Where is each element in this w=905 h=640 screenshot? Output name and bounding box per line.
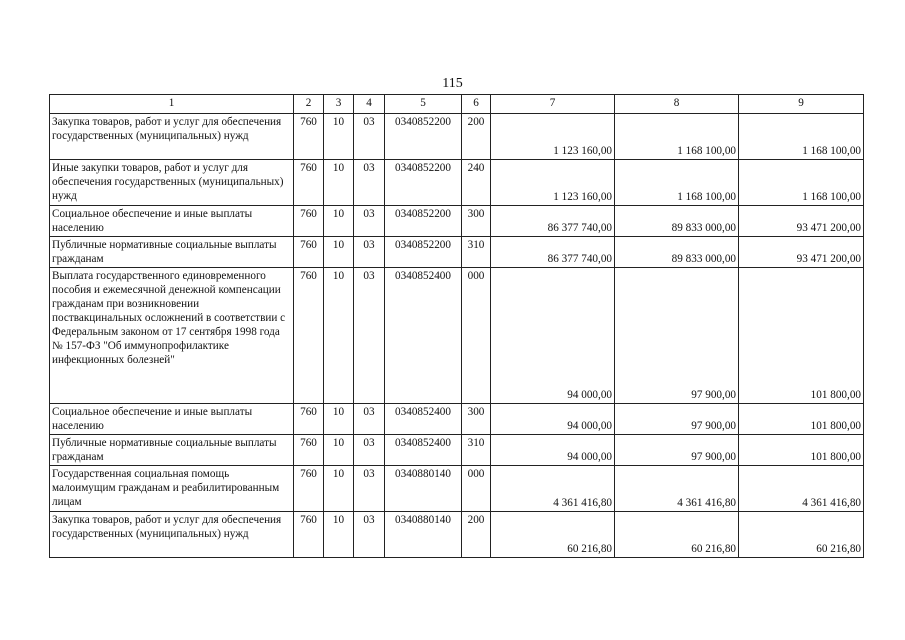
header-cell: 7 <box>491 95 615 114</box>
table-row <box>50 160 864 206</box>
header-cell: 8 <box>615 95 739 114</box>
code-cell: 300 <box>462 206 491 237</box>
code-cell: 760 <box>294 237 324 268</box>
code-cell: 10 <box>324 404 354 435</box>
header-cell: 2 <box>294 95 324 114</box>
amount-cell: 97 900,00 <box>615 404 739 435</box>
code-cell: 200 <box>462 512 491 558</box>
code-cell: 10 <box>324 466 354 512</box>
code-cell: 760 <box>294 466 324 512</box>
amount-cell: 1 123 160,00 <box>491 114 615 160</box>
code-cell: 0340852200 <box>385 237 462 268</box>
header-cell: 9 <box>739 95 864 114</box>
code-cell: 760 <box>294 512 324 558</box>
code-cell: 10 <box>324 268 354 404</box>
header-cell: 1 <box>50 95 294 114</box>
amount-cell: 1 123 160,00 <box>491 160 615 206</box>
code-cell: 03 <box>354 512 385 558</box>
code-cell: 10 <box>324 435 354 466</box>
amount-cell: 1 168 100,00 <box>739 160 864 206</box>
amount-cell: 97 900,00 <box>615 268 739 404</box>
amount-cell: 93 471 200,00 <box>739 237 864 268</box>
code-cell: 03 <box>354 237 385 268</box>
code-cell: 760 <box>294 268 324 404</box>
row-name: Публичные нормативные социальные выплаты гражданам <box>50 237 294 268</box>
code-cell: 03 <box>354 160 385 206</box>
code-cell: 0340880140 <box>385 466 462 512</box>
row-name: Иные закупки товаров, работ и услуг для обеспечения государственных (муниципальных) нужд <box>50 160 294 206</box>
code-cell: 10 <box>324 160 354 206</box>
budget-table <box>49 94 864 558</box>
code-cell: 0340852400 <box>385 268 462 404</box>
code-cell: 0340852200 <box>385 206 462 237</box>
table-row <box>50 206 864 237</box>
code-cell: 310 <box>462 435 491 466</box>
code-cell: 0340852200 <box>385 160 462 206</box>
table-row <box>50 404 864 435</box>
amount-cell: 4 361 416,80 <box>491 466 615 512</box>
amount-cell: 60 216,80 <box>739 512 864 558</box>
amount-cell: 93 471 200,00 <box>739 206 864 237</box>
code-cell: 0340852200 <box>385 114 462 160</box>
amount-cell: 4 361 416,80 <box>615 466 739 512</box>
row-name: Публичные нормативные социальные выплаты гражданам <box>50 435 294 466</box>
amount-cell: 94 000,00 <box>491 404 615 435</box>
amount-cell: 60 216,80 <box>615 512 739 558</box>
amount-cell: 89 833 000,00 <box>615 206 739 237</box>
amount-cell: 4 361 416,80 <box>739 466 864 512</box>
code-cell: 03 <box>354 435 385 466</box>
amount-cell: 97 900,00 <box>615 435 739 466</box>
amount-cell: 101 800,00 <box>739 268 864 404</box>
code-cell: 03 <box>354 268 385 404</box>
amount-cell: 86 377 740,00 <box>491 237 615 268</box>
amount-cell: 60 216,80 <box>491 512 615 558</box>
row-name: Социальное обеспечение и иные выплаты населению <box>50 206 294 237</box>
code-cell: 760 <box>294 206 324 237</box>
row-name: Государственная социальная помощь малоимущим гражданам и реабилитированным лицам <box>50 466 294 512</box>
code-cell: 240 <box>462 160 491 206</box>
row-name: Социальное обеспечение и иные выплаты населению <box>50 404 294 435</box>
amount-cell: 101 800,00 <box>739 435 864 466</box>
code-cell: 200 <box>462 114 491 160</box>
amount-cell: 94 000,00 <box>491 435 615 466</box>
amount-cell: 94 000,00 <box>491 268 615 404</box>
code-cell: 10 <box>324 512 354 558</box>
amount-cell: 1 168 100,00 <box>615 160 739 206</box>
table-row <box>50 268 864 404</box>
table-row <box>50 466 864 512</box>
code-cell: 310 <box>462 237 491 268</box>
code-cell: 10 <box>324 206 354 237</box>
header-cell: 3 <box>324 95 354 114</box>
table-row <box>50 512 864 558</box>
code-cell: 760 <box>294 404 324 435</box>
code-cell: 03 <box>354 114 385 160</box>
page-number: 115 <box>442 76 463 91</box>
code-cell: 000 <box>462 466 491 512</box>
amount-cell: 1 168 100,00 <box>615 114 739 160</box>
header-row <box>50 95 864 114</box>
row-name: Закупка товаров, работ и услуг для обеспечения государственных (муниципальных) нужд <box>50 114 294 160</box>
code-cell: 0340852400 <box>385 404 462 435</box>
header-cell: 6 <box>462 95 491 114</box>
code-cell: 000 <box>462 268 491 404</box>
code-cell: 10 <box>324 237 354 268</box>
amount-cell: 89 833 000,00 <box>615 237 739 268</box>
amount-cell: 86 377 740,00 <box>491 206 615 237</box>
code-cell: 300 <box>462 404 491 435</box>
amount-cell: 101 800,00 <box>739 404 864 435</box>
row-name: Выплата государственного единовременного пособия и ежемесячной денежной компенсации гражданам при возникновении поствакцинальных осложнений в соответствии с Федеральным законом от 17 сентября 1998 года № 157-ФЗ "Об иммунопрофилактике инфекционных болезней" <box>50 268 294 404</box>
code-cell: 0340852400 <box>385 435 462 466</box>
header-cell: 4 <box>354 95 385 114</box>
header-cell: 5 <box>385 95 462 114</box>
code-cell: 03 <box>354 404 385 435</box>
code-cell: 760 <box>294 114 324 160</box>
table-row <box>50 435 864 466</box>
row-name: Закупка товаров, работ и услуг для обеспечения государственных (муниципальных) нужд <box>50 512 294 558</box>
code-cell: 760 <box>294 160 324 206</box>
table-row <box>50 114 864 160</box>
table-row <box>50 237 864 268</box>
code-cell: 760 <box>294 435 324 466</box>
code-cell: 10 <box>324 114 354 160</box>
code-cell: 03 <box>354 466 385 512</box>
code-cell: 03 <box>354 206 385 237</box>
amount-cell: 1 168 100,00 <box>739 114 864 160</box>
code-cell: 0340880140 <box>385 512 462 558</box>
